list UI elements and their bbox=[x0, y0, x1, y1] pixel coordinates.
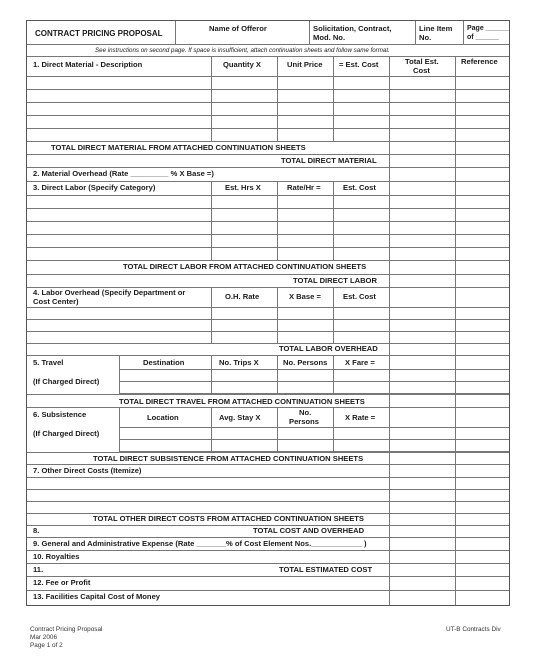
line-11-row: 11. TOTAL ESTIMATED COST bbox=[27, 564, 509, 577]
subsistence-attached-total-row: TOTAL DIRECT SUBSISTENCE FROM ATTACHED CONTINUATION SHEETS bbox=[27, 452, 509, 465]
material-entry-row[interactable] bbox=[27, 90, 509, 103]
labor-overhead-total-row: TOTAL LABOR OVERHEAD bbox=[27, 344, 509, 356]
subsistence-entry-row[interactable] bbox=[119, 440, 509, 452]
labor-entry-row[interactable] bbox=[27, 209, 509, 222]
footer-page: Page 1 of 2 bbox=[30, 642, 63, 649]
solicitation-label: Solicitation, Contract, bbox=[313, 24, 392, 33]
subsistence-block: 6. Subsistence (If Charged Direct) Location Avg. Stay X No. Persons X Rate = bbox=[27, 408, 509, 452]
other-label: 7. Other Direct Costs (Itemize) bbox=[33, 466, 142, 475]
labor-label: 3. Direct Labor (Specify Category) bbox=[33, 183, 156, 192]
labor-entry-row[interactable] bbox=[27, 235, 509, 248]
line-8-row: 8. TOTAL COST AND OVERHEAD bbox=[27, 526, 509, 538]
offeror-label: Name of Offeror bbox=[209, 24, 267, 33]
footer-date: Mar 2006 bbox=[30, 634, 57, 641]
reference-header: Reference bbox=[461, 57, 498, 66]
material-label: 1. Direct Material - Description bbox=[33, 60, 143, 69]
footer-right: UT-B Contracts Div bbox=[446, 626, 501, 633]
quantity-header: Quantity X bbox=[223, 60, 261, 69]
est-cost-header: = Est. Cost bbox=[339, 60, 379, 69]
labor-total-row: TOTAL DIRECT LABOR bbox=[27, 275, 509, 288]
travel-entry-row[interactable] bbox=[119, 370, 509, 382]
labor-entry-row[interactable] bbox=[27, 248, 509, 261]
labor-header-row: 3. Direct Labor (Specify Category) Est. Hrs X Rate/Hr = Est. Cost bbox=[27, 182, 509, 196]
labor-overhead-entry-row[interactable] bbox=[27, 320, 509, 332]
footer-left bbox=[30, 626, 102, 650]
footer-form-name: Contract Pricing Proposal bbox=[30, 626, 103, 633]
unit-price-header: Unit Price bbox=[287, 60, 323, 69]
material-entry-row[interactable] bbox=[27, 116, 509, 129]
line-13-row: 13. Facilities Capital Cost of Money bbox=[27, 591, 509, 605]
material-attached-total-row: TOTAL DIRECT MATERIAL FROM ATTACHED CONTINUATION SHEETS bbox=[27, 142, 509, 155]
other-entry-row[interactable] bbox=[27, 502, 509, 514]
page-number: Page ______ bbox=[467, 25, 510, 32]
travel-block: 5. Travel (If Charged Direct) Destination No. Trips X No. Persons X Fare = bbox=[27, 356, 509, 394]
labor-overhead-header-row: 4. Labor Overhead (Specify Department or Cost Center) O.H. Rate X Base = Est. Cost bbox=[27, 288, 509, 308]
travel-attached-total-row: TOTAL DIRECT TRAVEL FROM ATTACHED CONTINUATION SHEETS bbox=[27, 394, 509, 408]
labor-entry-row[interactable] bbox=[27, 222, 509, 235]
instructions-row bbox=[27, 45, 509, 57]
travel-entry-row[interactable] bbox=[119, 382, 509, 394]
other-entry-row[interactable] bbox=[27, 490, 509, 502]
form-title: CONTRACT PRICING PROPOSAL bbox=[35, 29, 163, 38]
labor-entry-row[interactable] bbox=[27, 196, 509, 209]
subsistence-header-row: Location Avg. Stay X No. Persons X Rate = bbox=[119, 408, 509, 428]
subsistence-entry-row[interactable] bbox=[119, 428, 509, 440]
line-12-row: 12. Fee or Profit bbox=[27, 577, 509, 591]
other-header-row bbox=[27, 465, 509, 478]
other-entry-row[interactable] bbox=[27, 478, 509, 490]
material-entry-row[interactable] bbox=[27, 129, 509, 142]
material-entry-row[interactable] bbox=[27, 77, 509, 90]
labor-attached-total-row: TOTAL DIRECT LABOR FROM ATTACHED CONTINUATION SHEETS bbox=[27, 261, 509, 275]
labor-overhead-entry-row[interactable] bbox=[27, 308, 509, 320]
labor-overhead-entry-row[interactable] bbox=[27, 332, 509, 344]
pricing-proposal-form bbox=[26, 20, 510, 606]
line-item-label: Line Item bbox=[419, 24, 453, 33]
line-10-row: 10. Royalties bbox=[27, 551, 509, 564]
header-row: CONTRACT PRICING PROPOSAL Name of Offeror Solicitation, Contract, Mod. No. Line Item No. Page ______ of ______ bbox=[27, 21, 509, 45]
other-attached-total-row: TOTAL OTHER DIRECT COSTS FROM ATTACHED CONTINUATION SHEETS bbox=[27, 514, 509, 526]
travel-label: 5. Travel bbox=[33, 358, 64, 367]
material-entry-row[interactable] bbox=[27, 103, 509, 116]
travel-header-row: Destination No. Trips X No. Persons X Fare = bbox=[119, 356, 509, 370]
material-total-row: TOTAL DIRECT MATERIAL bbox=[27, 155, 509, 168]
material-header-row: 1. Direct Material - Description Quantity X Unit Price = Est. Cost Total Est. Cost Reference bbox=[27, 57, 509, 77]
line-9-row: 9. General and Administrative Expense (Rate _______% of Cost Element Nos.____________ ) bbox=[27, 538, 509, 551]
total-est-header: Total Est. bbox=[405, 57, 439, 66]
material-overhead-row: 2. Material Overhead (Rate _________ % X Base =) bbox=[27, 168, 509, 182]
subsistence-label: 6. Subsistence bbox=[33, 410, 87, 419]
instructions-text: See instructions on second page. If space is insufficient, attach continuation sheets and follow same format. bbox=[95, 47, 390, 54]
